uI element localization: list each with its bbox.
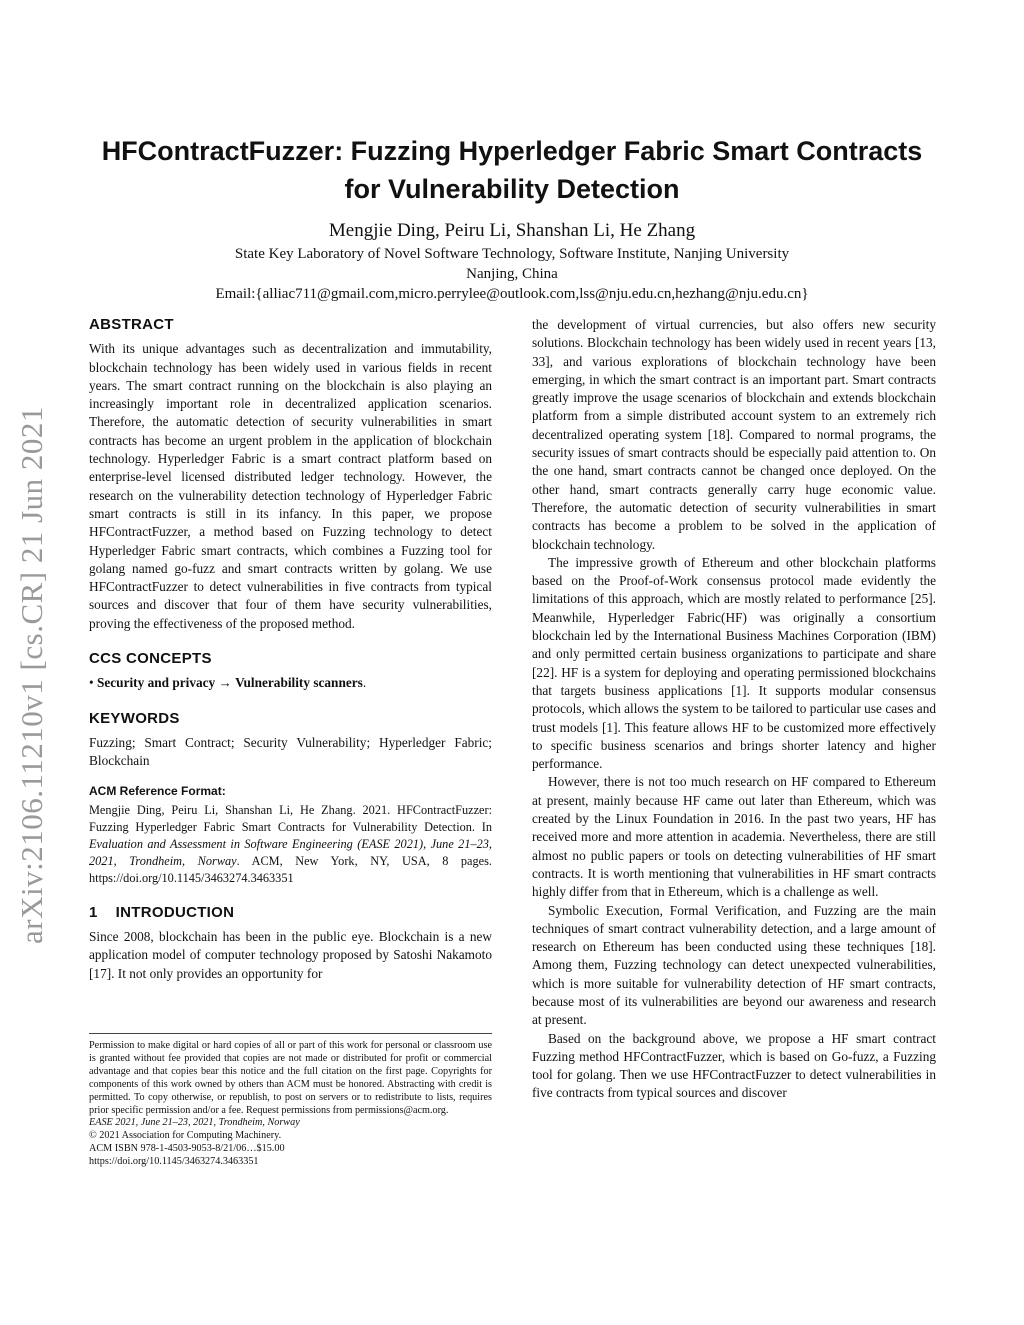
ccs-concepts: [89, 674, 492, 692]
affiliation: State Key Laboratory of Novel Software Technology, Software Institute, Nanjing University: [234, 246, 790, 262]
left-column: [89, 316, 492, 983]
intro-paragraph-4: Symbolic Execution, Formal Verification, and Fuzzing are the main techniques of smart contract vulnerability detection, and a large amount of research on Ethereum has been conducted using these techniques [18]. Among them, Fuzzing technology can detect unexpected vulnerabilities, which is more suitable for vulnerability detection of HF smart contracts, because most of its vulnerabilities are beyond our awareness and research at present.: [532, 902, 936, 1028]
abstract-text: With its unique advantages such as decentralization and immutability, blockchain technology has been widely used in various fields in recent years. The smart contract running on the blockchain is also playing an increasingly important role in decentralized application scenarios. Therefore, the automatic detection of security vulnerabilities in smart contracts has become an urgent problem in the application of blockchain technology. Hyperledger Fabric is a smart contract platform based on enterprise-level licensed distributed ledger technology. However, the research on the vulnerability detection technology of Hyperledger Fabric smart contracts is still in its infancy. In this paper, we propose HFContractFuzzer, a method based on Fuzzing technology to detect Hyperledger Fabric smart contracts, which combines a Fuzzing tool for golang named go-fuzz and smart contracts written by golang. We use HFContractFuzzer to detect vulnerabilities in five contracts from typical sources and discover that four of them have security vulnerabilities, proving the effectiveness of the proposed method.: [89, 341, 492, 631]
intro-paragraph-2: The impressive growth of Ethereum and other blockchain platforms based on the Proof-of-Work consensus protocol made evidently the limitations of this approach, which are mostly related to performance [25]. Meanwhile, Hyperledger Fabric(HF) was originally a consortium blockchain led by the International Business Machines Corporation (IBM) and only permitted certain business organizations to participate and share [22]. HF is a system for deploying and operating permissioned blockchains that targets business applications [1]. It supports modular consensus protocols, which allows the system to be tailored to particular use cases and trust models [1]. This feature allows HF to be customized more effectively to specific business scenarios and brings shorter latency and higher performance.: [532, 554, 936, 772]
affiliation-block: [70, 244, 954, 304]
footnote-doi: https://doi.org/10.1145/3463274.3463351: [89, 1156, 259, 1168]
ccs-period: .: [362, 675, 367, 691]
permission-notice: Permission to make digital or hard copies of all or part of this work for personal or classroom use is granted without fee provided that copies are not made or distributed for profit or commercial advantage and that copies bear this notice and the full citation on the first page. Copyrights for components of this work owned by others than ACM must be honored. Abstracting with credit is permitted. To copy otherwise, or republish, to post on servers or to redistribute to lists, requires prior specific permission and/or a fee. Request permissions from permissions@acm.org.: [89, 1040, 492, 1116]
copyright-footnote: [89, 1033, 492, 1169]
acm-reference-text: [89, 802, 492, 887]
introduction-heading: [89, 904, 492, 922]
acm-reference-venue: Evaluation and Assessment in Software Engineering (EASE 2021), June 21–23, 2021, Trondheim, Norway: [89, 836, 492, 868]
right-column: [532, 316, 936, 1103]
footnote-isbn: ACM ISBN 978-1-4503-9053-8/21/06…$15.00: [89, 1143, 285, 1155]
keywords-text: Fuzzing; Smart Contract; Security Vulnerability; Hyperledger Fabric; Blockchain: [89, 734, 492, 769]
intro-paragraph-3: However, there is not too much research on HF compared to Ethereum at present, mainly because HF came out later than Ethereum, which was created by the Linux Foundation in 2016. In the past two years, HF has received more and more attention in academia. Nevertheless, there are still almost no public papers or tools on detecting vulnerabilities of HF smart contracts. It is worth mentioning that vulnerabilities in HF smart contracts highly differ from that in Ethereum, which is a challenge as well.: [532, 774, 936, 900]
ccs-concept: Security and privacy: [96, 675, 216, 691]
author-list: Mengjie Ding, Peiru Li, Shanshan Li, He Zhang: [328, 220, 696, 241]
introduction-text-left: Since 2008, blockchain has been in the public eye. Blockchain is a new application model of computer technology proposed by Satoshi Nakamoto [17]. It not only provides an opportunity for: [89, 929, 492, 981]
section-title: INTRODUCTION: [115, 903, 235, 921]
ccs-bullet: •: [89, 675, 94, 691]
arxiv-identifier: arXiv:2106.11210v1 [cs.CR] 21 Jun 2021: [14, 406, 49, 944]
ccs-arrow: →: [218, 675, 232, 691]
section-number: 1: [89, 903, 98, 921]
title-line-1: HFContractFuzzer: Fuzzing Hyperledger Fabric Smart Contracts: [101, 136, 923, 166]
acm-reference-heading: ACM Reference Format:: [89, 783, 226, 798]
paper-title: [70, 132, 954, 208]
title-line-2: for Vulnerability Detection: [344, 174, 680, 204]
intro-paragraph-1: the development of virtual currencies, but also offers new security solutions. Blockchain technology has been widely used in recent years [13, 33], and various explorations of blockchain technology have been emerging, in which the smart contract is an important part. Smart contracts greatly improve the usage scenarios of blockchain and extends blockchain platform from a simple distributed account system to an extremely rich decentralized operating system [18]. Compared to normal programs, the security issues of smart contracts should be especially paid attention to. On the one hand, smart contracts cannot be changed once deployed. On the other hand, smart contracts generally carry huge economic value. Therefore, the automatic detection of security vulnerabilities in smart contracts has become a problem to be solved in the application of blockchain technology.: [532, 317, 936, 552]
abstract-heading: ABSTRACT: [89, 316, 174, 333]
acm-reference-part1: Mengjie Ding, Peiru Li, Shanshan Li, He Zhang. 2021. HFContractFuzzer: Fuzzing Hyperledger Fabric Smart Contracts for Vulnerability Detection. In: [89, 802, 492, 834]
footnote-copyright: © 2021 Association for Computing Machinery.: [89, 1130, 282, 1142]
acm-reference-part2: . ACM, New York, NY, USA, 8 pages. https://doi.org/10.1145/3463274.3463351: [89, 853, 492, 885]
keywords-heading: KEYWORDS: [89, 709, 180, 727]
ccs-sub-concept: Vulnerability scanners: [235, 675, 363, 691]
footnote-venue: EASE 2021, June 21–23, 2021, Trondheim, Norway: [89, 1117, 300, 1129]
intro-paragraph-5: Based on the background above, we propose a HF smart contract Fuzzing method HFContractFuzzer, which is based on Go-fuzz, a Fuzzing tool for golang. Then we use HFContractFuzzer to detect vulnerabilities in five contracts from typical sources and discover: [532, 1030, 936, 1101]
ccs-heading: CCS CONCEPTS: [89, 650, 212, 668]
location: Nanjing, China: [466, 266, 558, 282]
email-line: Email:{alliac711@gmail.com,micro.perrylee@outlook.com,lss@nju.edu.cn,hezhang@nju.edu.cn}: [215, 286, 809, 302]
